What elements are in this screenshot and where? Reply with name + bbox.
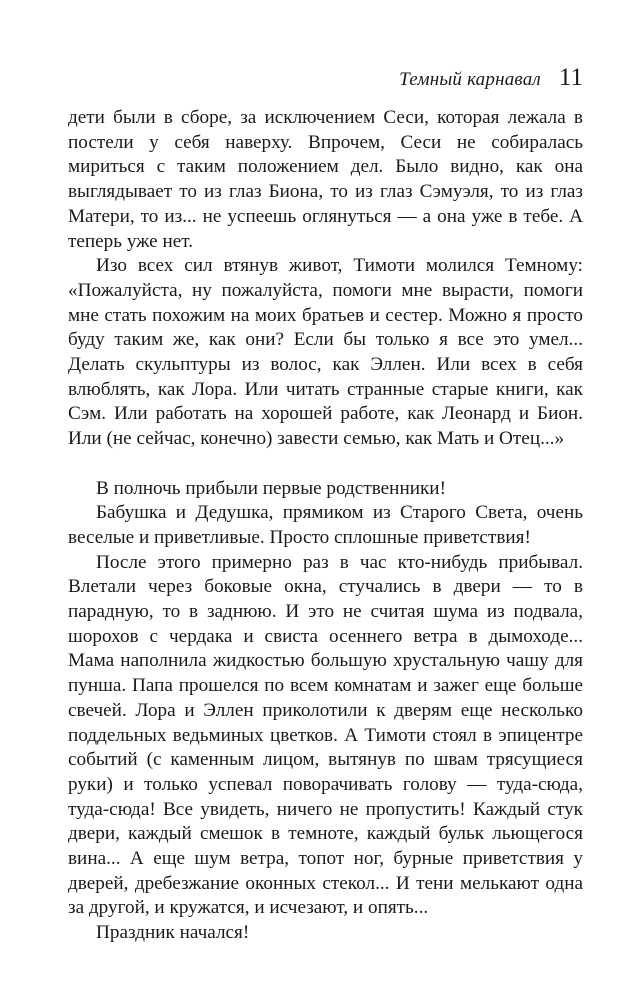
- paragraph: Бабушка и Дедушка, прямиком из Старого Света, очень веселые и приветливые. Просто сплошные приветствия!: [68, 502, 583, 548]
- paragraph: дети были в сборе, за исключением Сеси, которая лежала в постели у себя наверху. Впрочем, Сеси не собиралась мириться с таким положением дел. Было видно, как она выглядывает то из глаз Биона, то из глаз Сэмуэля, то из глаз Матери, то из... не успеешь оглянуться — а она уже в тебе. А теперь уже нет.: [68, 107, 583, 252]
- paragraph: После этого примерно раз в час кто-нибудь прибывал. Влетали через боковые окна, стучались в двери — то в парадную, то в заднюю. И это не считая шума из подвала, шорохов с чердака и свиста осеннего ветра в дымоходе... Мама наполнила жидкостью большую хрустальную чашу для пунша. Папа прошелся по всем комнатам и зажег еще больше свечей. Лора и Эллен приколотили к дверям еще несколько поддельных ведьминых цветков. А Тимоти стоял в эпицентре событий (с каменным лицом, вытянув по швам трясущиеся руки) и только успевал поворачивать голову — туда-сюда, туда-сюда! Все увидеть, ничего не пропустить! Каждый стук двери, каждый смешок в темноте, каждый бульк льющегося вина... А еще шум ветра, топот ног, бурные приветствия у дверей, дребезжание оконных стекол... И тени мелькают одна за другой, и кружатся, и исчезают, и опять...: [68, 551, 583, 919]
- body-text: [68, 106, 583, 946]
- paragraph: В полночь прибыли первые родственники!: [96, 477, 446, 499]
- paragraph: Праздник начался!: [96, 922, 250, 944]
- paragraph: Изо всех сил втянув живот, Тимоти молился Темному: «Пожалуйста, ну пожалуйста, помоги мне вырасти, помоги мне стать похожим на моих братьев и сестер. Можно я просто буду таким же, как они? Если бы только я все это умел... Делать скульптуры из волос, как Эллен. Или всех в себя влюблять, как Лора. Или читать странные старые книги, как Сэм. Или работать на хорошей работе, как Леонард и Бион. Или (не сейчас, конечно) завести семью, как Мать и Отец...»: [68, 255, 583, 450]
- page-number: 11: [558, 64, 583, 91]
- running-title: Темный карнавал: [399, 69, 541, 90]
- book-page: [68, 0, 583, 1000]
- running-header: [399, 64, 583, 92]
